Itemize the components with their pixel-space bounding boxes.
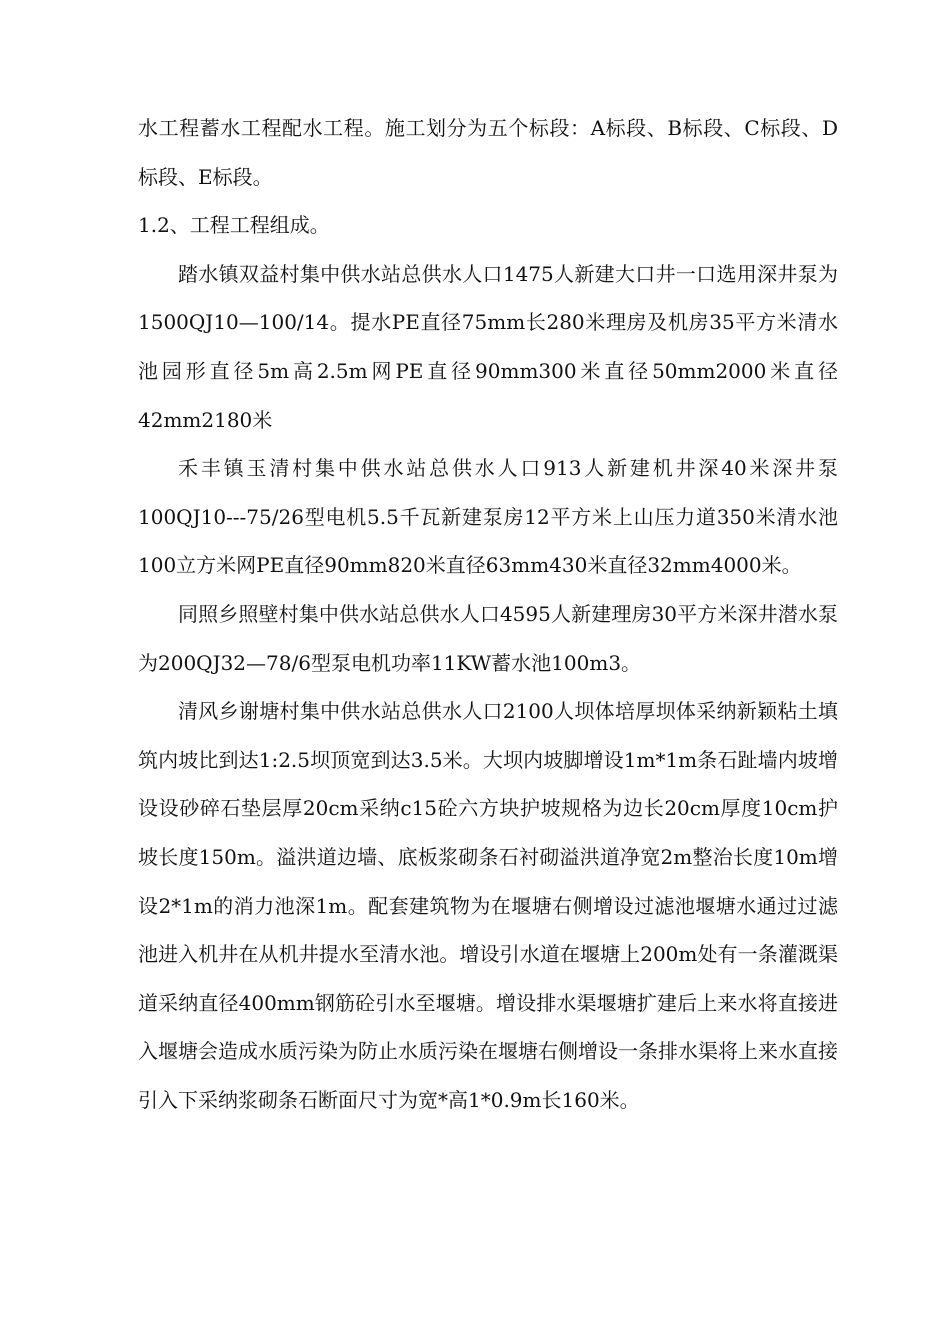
paragraph-tongzhao-township: 同照乡照壁村集中供水站总供水人口4595人新建理房30平方米深井潜水泵为200QJ32—78/6型泵电机功率11KW蓄水池100m3。 (138, 601, 838, 675)
paragraph-qingfeng-township: 清风乡谢塘村集中供水站总供水人口2100人坝体培厚坝体采纳新颖粘土填筑内坡比到达1:2.5坝顶宽到达3.5米。大坝内坡脚增设1m*1m条石趾墙内坡增设设砂碎石垫层厚20cm采纳c15砼六方块护坡规格为边长20cm厚度10cm护坡长度150m。溢洪道边墙、底板浆砌条石衬砌溢洪道净宽2m整治长度10m增设2*1m的消力池深1m。配套建筑物为在堰塘右侧增设过滤池堰塘水通过过滤池进入机井在从机井提水至清水池。增设引水道在堰塘上200m处有一条灌溉渠道采纳直径400mm钢筋砼引水至堰塘。增设排水渠堰塘扩建后上来水将直接进入堰塘会造成水质污染为防止水质污染在堰塘右侧增设一条排水渠将上来水直接引入下采纳浆砌条石断面尺寸为宽*高1*0.9m长160米。 (138, 699, 838, 1112)
section-heading: 1.2、工程工程组成。 (138, 213, 330, 238)
paragraph-continuation: 水工程蓄水工程配水工程。施工划分为五个标段：A标段、B标段、C标段、D标段、E标段。 (138, 116, 838, 189)
paragraph-tashui-town: 踏水镇双益村集中供水站总供水人口1475人新建大口井一口选用深井泵为1500QJ10—100/14。提水PE直径75mm长280米理房及机房35平方米清水池园形直径5m高2.5m网PE直径90mm300米直径50mm2000米直径42mm2180米 (138, 261, 838, 432)
document-body (138, 104, 838, 1124)
paragraph-hefeng-town: 禾丰镇玉清村集中供水站总供水人口913人新建机井深40米深井泵100QJ10---75/26型电机5.5千瓦新建泵房12平方米上山压力道350米清水池100立方米网PE直径90mm820米直径63mm430米直径32mm4000米。 (138, 456, 838, 578)
